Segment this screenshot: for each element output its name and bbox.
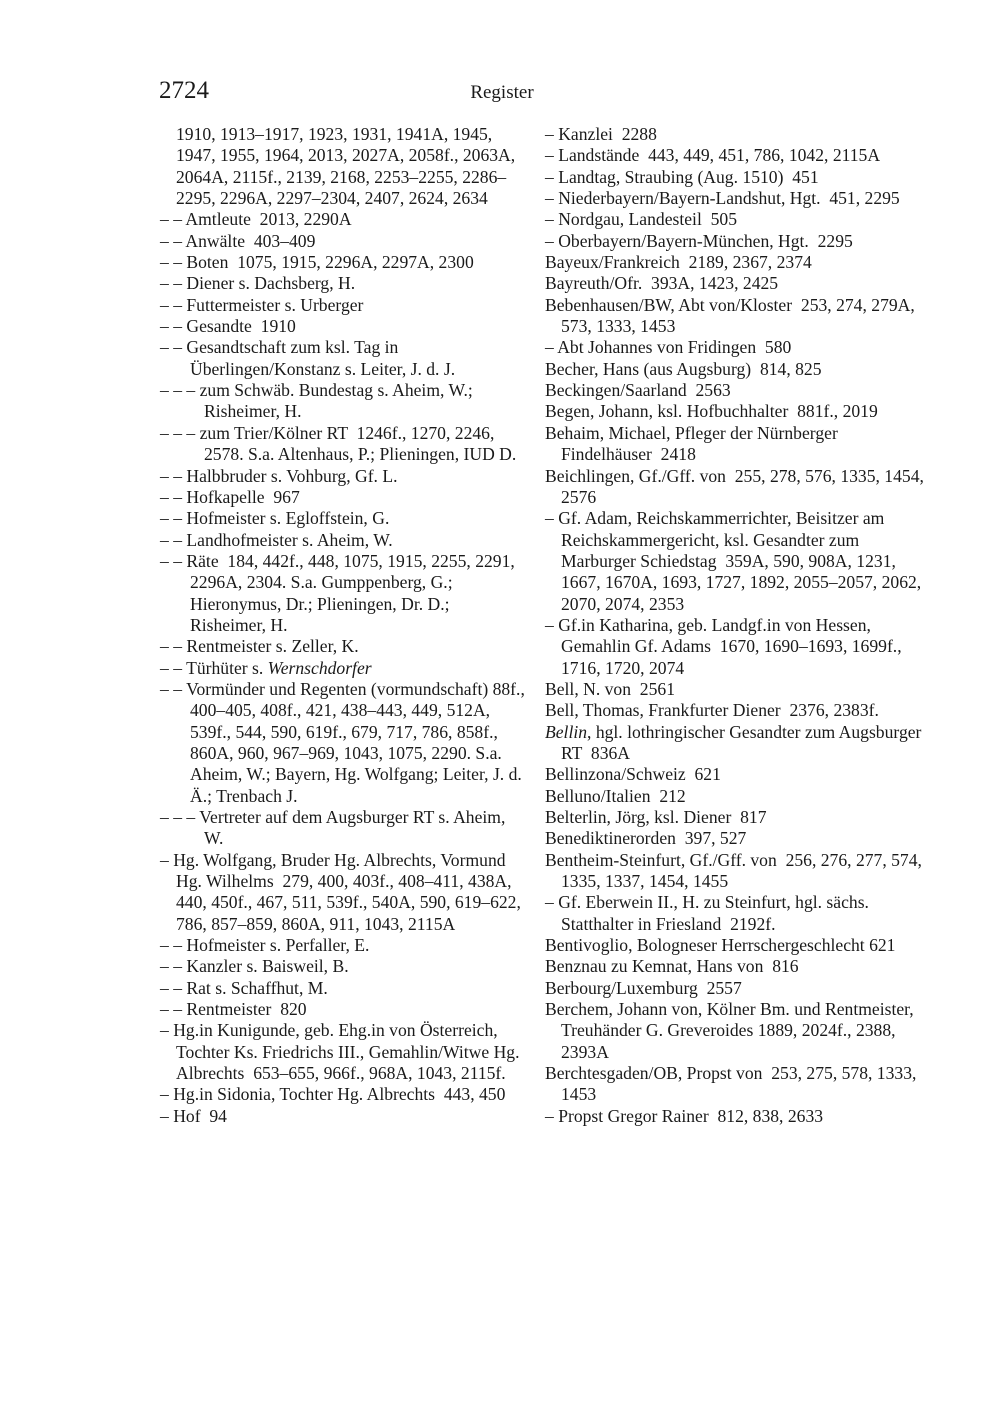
index-entry (545, 764, 925, 785)
index-entry (545, 850, 925, 893)
index-entry (545, 295, 925, 338)
right-index-column (545, 124, 929, 1127)
index-entry-text: – Landstände 443, 449, 451, 786, 1042, 2115A (545, 145, 881, 166)
index-entry-text: – – Boten 1075, 1915, 2296A, 2297A, 2300 (160, 252, 474, 273)
index-entry-text: Beichlingen, Gf./Gff. von 255, 278, 576, 1335, 1454, 2576 (545, 465, 929, 507)
index-entry-text: – – Rentmeister s. Zeller, K. (160, 636, 359, 657)
index-entry-text: – – Rat s. Schaffhut, M. (160, 977, 328, 998)
index-entry (545, 465, 929, 509)
index-entry-text: – – Gesandtschaft zum ksl. Tag in Überlingen/Konstanz s. Leiter, J. d. J. (160, 337, 456, 379)
index-entry-text: Begen, Johann, ksl. Hofbuchhalter 881f., 2019 (545, 401, 878, 422)
index-entry-text: – – Halbbruder s. Vohburg, Gf. L. (160, 465, 398, 486)
index-entry-text: – Landtag, Straubing (Aug. 1510) 451 (545, 166, 819, 187)
index-entry-text: – – Diener s. Dachsberg, H. (160, 273, 356, 294)
index-entry-text: – – Landhofmeister s. Aheim, W. (160, 529, 393, 550)
index-entry (545, 828, 925, 849)
index-entry (545, 188, 925, 209)
index-entry-text: – Hg.in Kunigunde, geb. Ehg.in von Österreich, Tochter Ks. Friedrichs III., Gemahlin/Witwe Hg. Albrechts 653–655, 966f., 968A, 1043, 2115f. (160, 1020, 523, 1084)
index-entry-italic: Wernschdorfer (267, 657, 372, 678)
index-entry-text: – Oberbayern/Bayern-München, Hgt. 2295 (545, 230, 853, 251)
index-entry (160, 678, 534, 807)
index-entry (545, 209, 925, 230)
index-entry (545, 978, 925, 999)
index-entry (160, 231, 528, 252)
index-entry-text: Berbourg/Luxemburg 2557 (545, 977, 742, 998)
index-entry-text: Berchem, Johann von, Kölner Bm. und Rentmeister, Treuhänder G. Greveroides 1889, 2024f., 2388, 2393A (545, 999, 918, 1062)
index-entry (545, 145, 925, 166)
index-entry-text: – Gf. Eberwein II., H. zu Steinfurt, hgl. sächs. Statthalter in Friesland 2192f. (545, 892, 874, 934)
index-entry-text: Becher, Hans (aus Augsburg) 814, 825 (545, 358, 822, 379)
index-entry (545, 679, 925, 700)
index-entry-text: – Hg.in Sidonia, Tochter Hg. Albrechts 443, 450 (160, 1084, 506, 1105)
index-entry-text: , hgl. lothringischer Gesandter zum Augsburger RT 836A (561, 721, 926, 763)
index-entry-text: – – Gesandte 1910 (160, 316, 296, 337)
index-entry (160, 551, 528, 636)
index-entry-text: – Propst Gregor Rainer 812, 838, 2633 (545, 1105, 824, 1126)
index-entry (545, 1106, 925, 1127)
index-entry-text: Beckingen/Saarland 2563 (545, 380, 731, 401)
index-entry-text: – – – zum Trier/Kölner RT 1246f., 1270, 2246, 2578. S.a. Altenhaus, P.; Plieningen, IUD D. (160, 422, 517, 465)
index-entry-text: – Abt Johannes von Fridingen 580 (545, 337, 792, 358)
left-index-column (160, 124, 534, 1127)
index-entry (545, 124, 925, 145)
index-entry (545, 892, 925, 935)
running-title: Register (470, 82, 534, 103)
index-entry (160, 807, 528, 850)
index-entry (545, 1063, 925, 1106)
index-entry-text: Benznau zu Kemnat, Hans von 816 (545, 956, 799, 977)
index-entry (545, 359, 925, 380)
index-entry (545, 337, 925, 358)
index-entry-text: Bell, Thomas, Frankfurter Diener 2376, 2383f. (545, 700, 879, 721)
index-entry-text: Bebenhausen/BW, Abt von/Kloster 253, 274, 279A, 573, 1333, 1453 (545, 294, 920, 337)
index-entry (545, 273, 925, 294)
index-entry (545, 380, 925, 401)
index-entry-text: Bayreuth/Ofr. 393A, 1423, 2425 (545, 273, 779, 294)
index-entry (545, 167, 925, 188)
index-entry (160, 273, 528, 294)
index-entry-text: Bell, N. von 2561 (545, 678, 675, 699)
index-entry-text: – – Türhüter s. (160, 657, 268, 678)
index-entry (160, 209, 528, 230)
index-entry (160, 252, 528, 273)
index-entry-text: Berchtesgaden/OB, Propst von 253, 275, 578, 1333, 1453 (545, 1063, 921, 1105)
index-entry-text: – – – zum Schwäb. Bundestag s. Aheim, W.; Risheimer, H. (160, 380, 478, 422)
index-entry (160, 956, 528, 977)
index-entry-text: – – Hofmeister s. Egloffstein, G. (160, 508, 390, 529)
index-entry (160, 530, 528, 551)
index-entry-text: – Hg. Wolfgang, Bruder Hg. Albrechts, Vormund Hg. Wilhelms 279, 400, 403f., 408–411, 438A, 440, 450f., 467, 511, 539f., 540A, 590, 619–622, 786, 857–859, 860A, 911, 1043, 2115A (160, 849, 526, 934)
index-entry-text: – Niederbayern/Bayern-Landshut, Hgt. 451, 2295 (545, 188, 900, 209)
index-entry (545, 423, 925, 466)
index-entry (545, 786, 925, 807)
index-entry (545, 252, 925, 273)
index-entry (160, 850, 528, 935)
index-entry (545, 722, 925, 765)
index-entry (160, 1020, 528, 1084)
index-entry (160, 935, 528, 956)
index-entry (545, 615, 925, 679)
index-entry (545, 807, 925, 828)
index-entry-text: – – Amtleute 2013, 2290A (160, 209, 352, 230)
index-entry (160, 466, 528, 487)
index-entry (545, 700, 925, 721)
index-entry (160, 423, 528, 466)
index-entry-text: – Gf.in Katharina, geb. Landgf.in von Hessen, Gemahlin Gf. Adams 1670, 1690–1693, 1699f., 1716, 1720, 2074 (545, 614, 907, 678)
index-entry-text: Bentheim-Steinfurt, Gf./Gff. von 256, 276, 277, 574, 1335, 1337, 1454, 1455 (545, 849, 927, 892)
index-entry (160, 487, 528, 508)
index-entry-text: – – Kanzler s. Baisweil, B. (160, 956, 349, 977)
index-entry-text: – – – Vertreter auf dem Augsburger RT s. Aheim, W. (160, 807, 510, 849)
index-entry-text: Bayeux/Frankreich 2189, 2367, 2374 (545, 252, 812, 273)
index-entry (160, 380, 528, 423)
index-entry (545, 956, 925, 977)
index-entry (160, 1084, 528, 1105)
index-entry-text: – – Hofkapelle 967 (160, 486, 300, 507)
index-entry-text: – – Hofmeister s. Perfaller, E. (160, 935, 370, 956)
index-entry-text: Bentivoglio, Bologneser Herrschergeschlecht 621 (545, 935, 896, 956)
page-number: 2724 (159, 77, 209, 104)
index-entry (160, 124, 528, 209)
index-entry-text: – Kanzlei 2288 (545, 124, 657, 144)
index-entry-text: – – Futtermeister s. Urberger (160, 294, 364, 315)
index-entry (160, 1106, 528, 1127)
index-entry (160, 999, 528, 1020)
index-entry-text: Bellinzona/Schweiz 621 (545, 764, 721, 785)
index-entry-text: – Nordgau, Landesteil 505 (545, 209, 738, 230)
index-entry-text: Belterlin, Jörg, ksl. Diener 817 (545, 807, 767, 827)
index-entry-text: Belluno/Italien 212 (545, 785, 686, 806)
index-entry-text: 1910, 1913–1917, 1923, 1931, 1941A, 1945, 1947, 1955, 1964, 2013, 2027A, 2058f., 2063A, 2064A, 2115f., 2139, 2168, 2253–2255, 2286–2295, 2296A, 2297–2304, 2407, 2624, 2634 (176, 124, 520, 209)
index-entry (545, 508, 925, 615)
index-entry (160, 978, 528, 999)
index-entry (160, 508, 528, 529)
index-entry (545, 231, 925, 252)
index-entry-text: Behaim, Michael, Pfleger der Nürnberger Findelhäuser 2418 (545, 422, 843, 465)
index-entry-text: – – Rentmeister 820 (160, 999, 307, 1020)
index-entry-text: – Hof 94 (160, 1105, 227, 1126)
index-entry-text: – Gf. Adam, Reichskammerrichter, Beisitzer am Reichskammergericht, ksl. Gesandter zum Marburger Schiedstag 359A, 590, 908A, 1231, 1667, 1670A, 1693, 1727, 1892, 2055–2057, 2062, 2070, 2074, 2353 (545, 508, 926, 614)
index-entry (545, 999, 925, 1063)
index-entry (545, 401, 925, 422)
index-entry-italic: Bellin (545, 721, 588, 742)
index-entry-text: – – Vormünder und Regenten (vormundschaft) 88f., 400–405, 408f., 421, 438–443, 449, 512A, 539f., 544, 590, 619f., 679, 717, 786, 858f., 860A, 960, 967–969, 1043, 1075, 2290. S.a. Aheim, W.; Bayern, Hg. Wolfgang; Leiter, J. d. Ä.; Trenbach J. (160, 678, 534, 806)
index-entry (160, 295, 528, 316)
index-entry-text: – – Räte 184, 442f., 448, 1075, 1915, 2255, 2291, 2296A, 2304. S.a. Gumppenberg, G.; Hieronymus, Dr.; Plieningen, Dr. D.; Risheimer, H. (160, 550, 520, 635)
index-entry (160, 316, 528, 337)
index-entry (160, 636, 528, 657)
index-entry (545, 935, 925, 956)
index-entry (160, 658, 528, 679)
index-entry-text: – – Anwälte 403–409 (160, 230, 316, 251)
index-entry-text: Benediktinerorden 397, 527 (545, 828, 747, 849)
index-entry (160, 337, 528, 380)
